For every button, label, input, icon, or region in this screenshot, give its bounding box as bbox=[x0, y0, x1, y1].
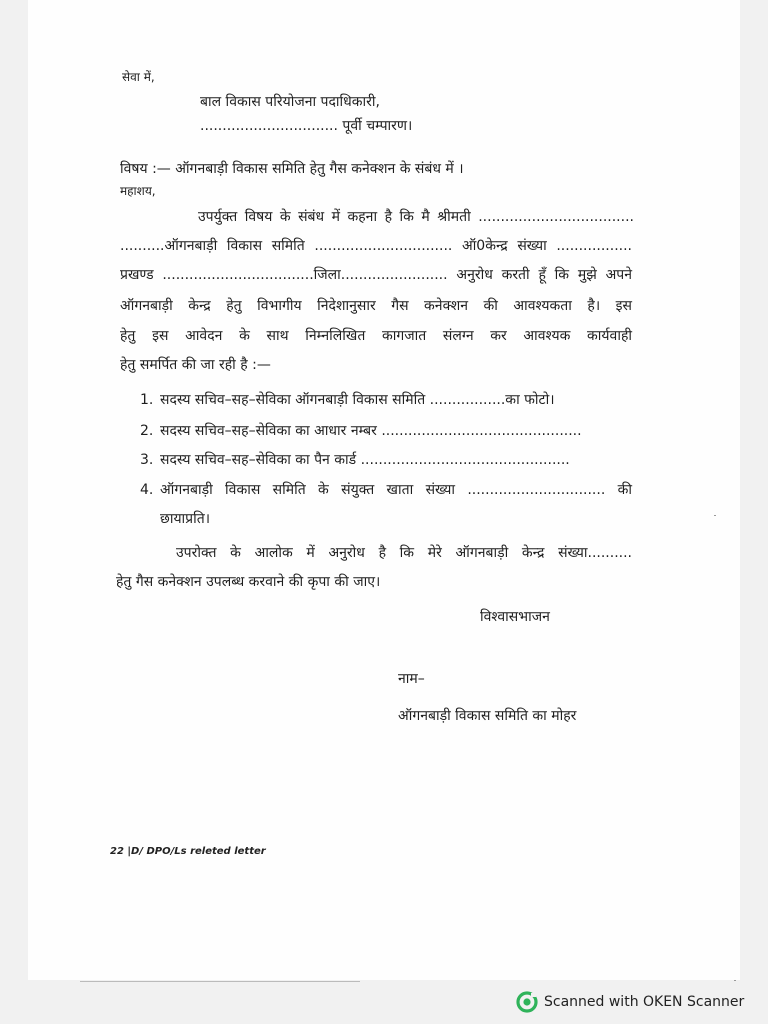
recipient-place: ............................... पूर्वी चम्पारण। bbox=[200, 118, 413, 134]
enclosure-num-3: 3. bbox=[140, 452, 154, 468]
salutation-to: सेवा में, bbox=[122, 70, 155, 84]
body-line-1: उपर्युक्त विषय के संबंध में कहना है कि मै श्रीमती ................................... bbox=[198, 209, 634, 225]
recipient-title: बाल विकास परियोजना पदाधिकारी, bbox=[200, 94, 380, 110]
enclosure-4-continuation: छायाप्रति। bbox=[160, 511, 211, 527]
oken-scanner-logo-icon bbox=[516, 991, 538, 1013]
body-line-3: प्रखण्ड ..................................जिला........................ अनुरोध करती हूँ कि मुझे अपने bbox=[120, 267, 632, 283]
subject-line: विषय :— ऑगनबाड़ी विकास समिति हेतु गैस कनेक्शन के संबंध में । bbox=[120, 161, 464, 177]
scan-speck bbox=[734, 980, 736, 981]
enclosure-text-1: सदस्य सचिव–सह–सेविका ऑगनबाड़ी विकास समिति .................का फोटो। bbox=[160, 392, 555, 408]
name-label: नाम– bbox=[398, 671, 425, 687]
scanner-watermark bbox=[516, 991, 744, 1013]
scan-edge-line bbox=[80, 981, 360, 982]
body-line-6: हेतु समर्पित की जा रही है :— bbox=[120, 357, 271, 373]
scanner-label: Scanned with OKEN Scanner bbox=[544, 994, 745, 1010]
seal-label: ऑगनबाड़ी विकास समिति का मोहर bbox=[398, 708, 577, 724]
greeting: महाशय, bbox=[120, 184, 156, 198]
enclosure-num-4: 4. bbox=[140, 482, 154, 498]
request-line-2: हेतु गैस कनेक्शन उपलब्ध करवाने की कृपा की जाए। bbox=[116, 574, 381, 590]
enclosure-num-2: 2. bbox=[140, 423, 154, 439]
body-line-2: ..........ऑगनबाड़ी विकास समिति ............................... ऑ0केन्द्र संख्या ................. bbox=[120, 238, 632, 254]
enclosure-text-2: सदस्य सचिव–सह–सेविका का आधार नम्बर ............................................. bbox=[160, 423, 582, 439]
body-line-5: हेतु इस आवेदन के साथ निम्नलिखित कागजात संलग्न कर आवश्यक कार्यवाही bbox=[120, 328, 632, 344]
footer-reference: 22 |D/ DPO/Ls releted letter bbox=[110, 846, 266, 857]
enclosure-text-4: ऑगनबाड़ी विकास समिति के संयुक्त खाता संख्या ............................... की bbox=[160, 482, 632, 498]
scan-speck bbox=[714, 515, 716, 516]
enclosure-text-3: सदस्य सचिव–सह–सेविका का पैन कार्ड ............................................... bbox=[160, 452, 570, 468]
body-line-4: ऑगनबाड़ी केन्द्र हेतु विभागीय निदेशानुसार गैस कनेक्शन की आवश्यकता है। इस bbox=[120, 298, 632, 314]
closing: विश्वासभाजन bbox=[480, 609, 550, 625]
enclosure-num-1: 1. bbox=[140, 392, 154, 408]
request-line-1: उपरोक्त के आलोक में अनुरोध है कि मेरे ऑगनबाड़ी केन्द्र संख्या.......... bbox=[176, 545, 632, 561]
